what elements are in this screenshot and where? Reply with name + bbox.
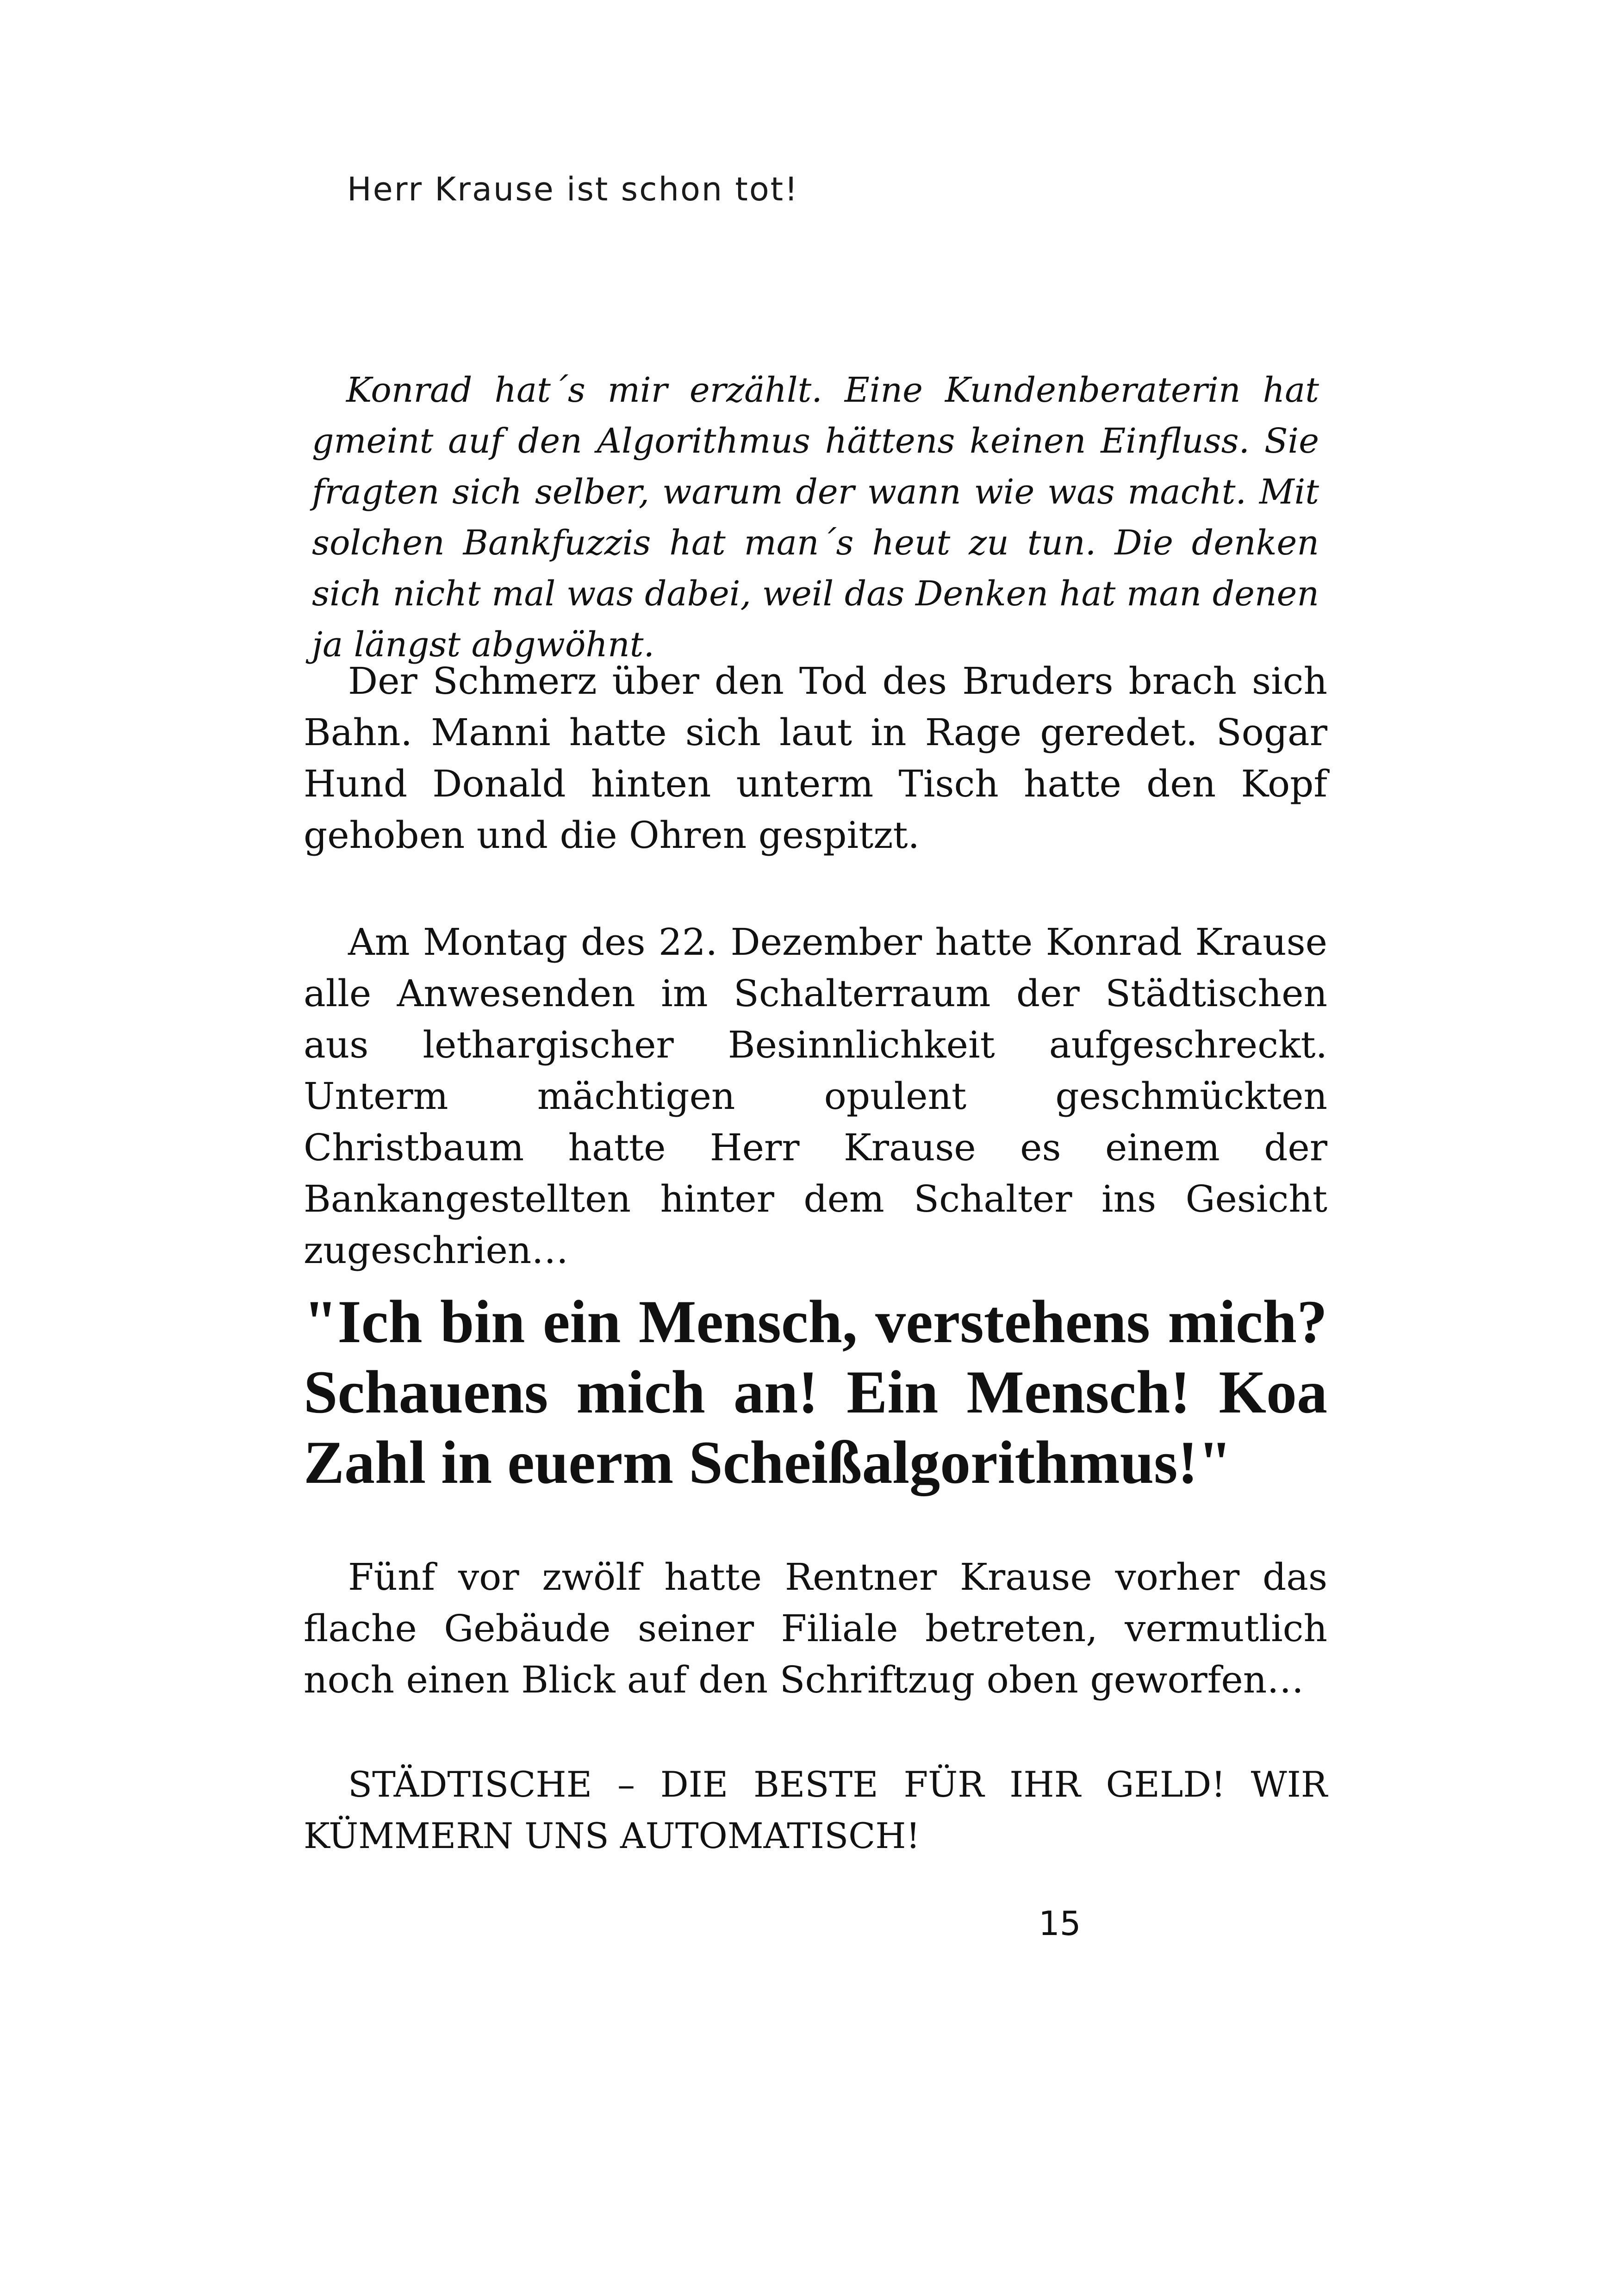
italic-quote-paragraph: Konrad hat´s mir erzählt. Eine Kundenberaterin hat gmeint auf den Algorithmus hättens keinen Einfluss. Sie fragten sich selber, warum der wann wie was macht. Mit solchen Bankfuzzis hat man´s heut zu tun. Die denken sich nicht mal was dabei, weil das Denken hat man denen ja längst abgwöhnt.: [312, 370, 1319, 665]
page-number: 15: [1039, 1904, 1081, 1943]
running-head: Herr Krause ist schon tot!: [347, 170, 799, 208]
shouted-quote: "Ich bin ein Mensch, verstehens mich? Schauens mich an! Ein Mensch! Koa Zahl in euerm Scheißalgorithmus!": [304, 1288, 1327, 1496]
bank-slogan-paragraph: STÄDTISCHE – DIE BESTE FÜR IHR GELD! WIR KÜMMERN UNS AUTOMATISCH!: [304, 1764, 1327, 1856]
body-paragraph-3: Fünf vor zwölf hatte Rentner Krause vorher das flache Gebäude seiner Filiale betreten, vermutlich noch einen Blick auf den Schriftzug oben geworfen…: [304, 1556, 1327, 1701]
body-paragraph-1: Der Schmerz über den Tod des Bruders brach sich Bahn. Manni hatte sich laut in Rage geredet. Sogar Hund Donald hinten unterm Tisch hatte den Kopf gehoben und die Ohren gespitzt.: [304, 660, 1327, 857]
body-paragraph-2: Am Montag des 22. Dezember hatte Konrad Krause alle Anwesenden im Schalterraum der Städtischen aus lethargischer Besinnlichkeit aufgeschreckt. Unterm mächtigen opulent geschmückten Christbaum hatte Herr Krause es einem der Bankangestellten hinter dem Schalter ins Gesicht zugeschrien…: [304, 921, 1327, 1272]
